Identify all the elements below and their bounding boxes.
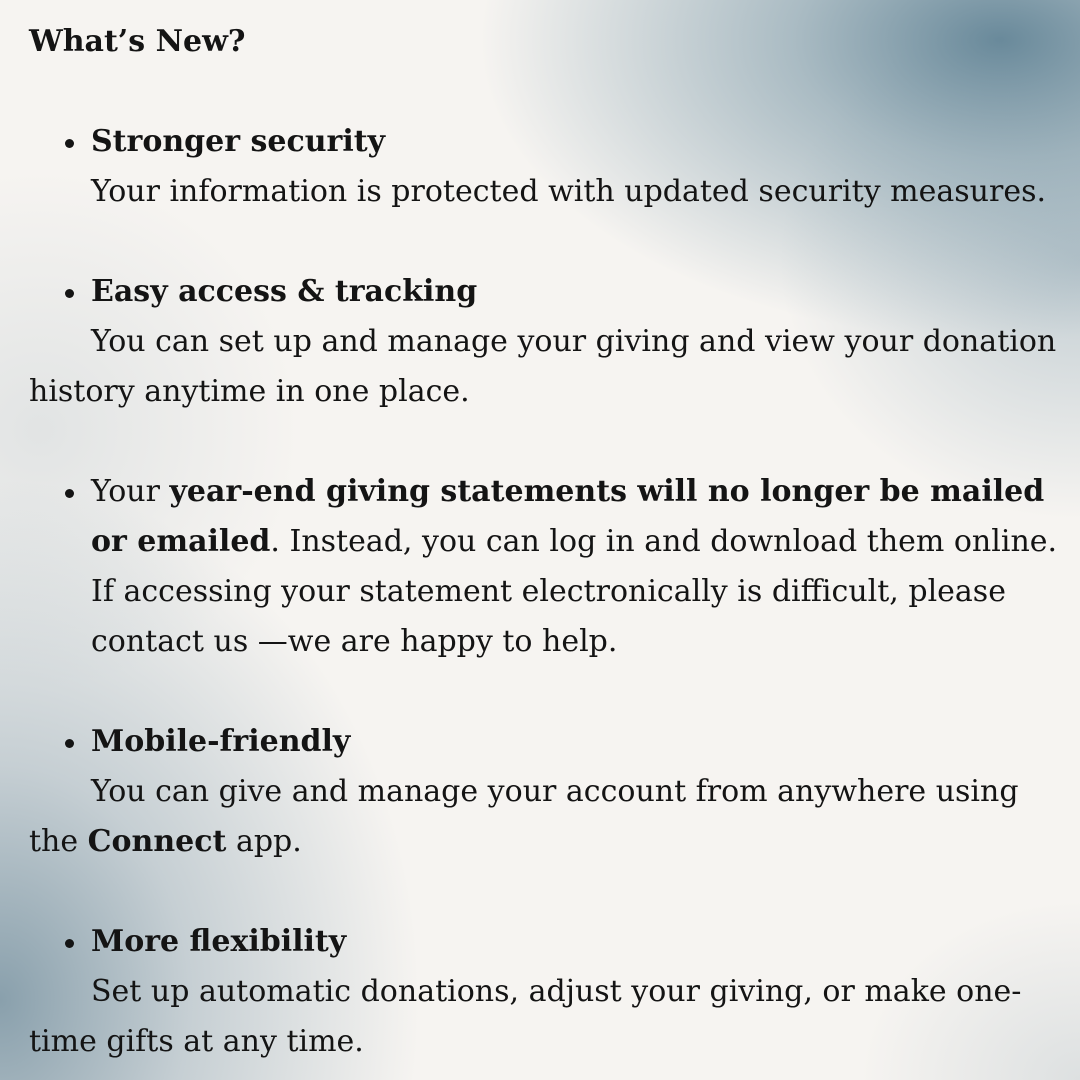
item-description: You can set up and manage your giving and view your donation history anytime in one place. <box>29 324 1057 409</box>
list-item-statements <box>29 467 1059 667</box>
connect-app-name: Connect <box>87 824 227 859</box>
item-heading: More flexibility <box>29 917 1059 967</box>
item-heading: Stronger security <box>29 117 1059 167</box>
item-text-lead: Your <box>91 474 170 509</box>
item-description <box>29 767 1059 867</box>
item-description-rest: app. <box>226 824 302 859</box>
item-text-bold: year-end giving statements will no longer be mailed or emailed <box>91 474 1045 559</box>
item-description-lead: You can give and manage your account from anywhere using the <box>29 774 1019 859</box>
item-description: Your information is protected with updated security measures. <box>91 174 1047 209</box>
page-title: What’s New? <box>29 24 246 59</box>
list-item-security <box>29 117 1059 217</box>
item-description: Set up automatic donations, adjust your giving, or make one-time gifts at any time. <box>29 974 1022 1059</box>
item-text <box>29 467 1059 667</box>
list-item-flexibility <box>29 917 1059 1067</box>
list-item-mobile <box>29 717 1059 867</box>
list-item-access <box>29 267 1059 417</box>
item-text-rest: . Instead, you can log in and download them online. If accessing your statement electronically is difficult, please contact us —we are happy to help. <box>91 524 1058 659</box>
item-heading: Easy access & tracking <box>29 267 1059 317</box>
item-heading: Mobile-friendly <box>29 717 1059 767</box>
